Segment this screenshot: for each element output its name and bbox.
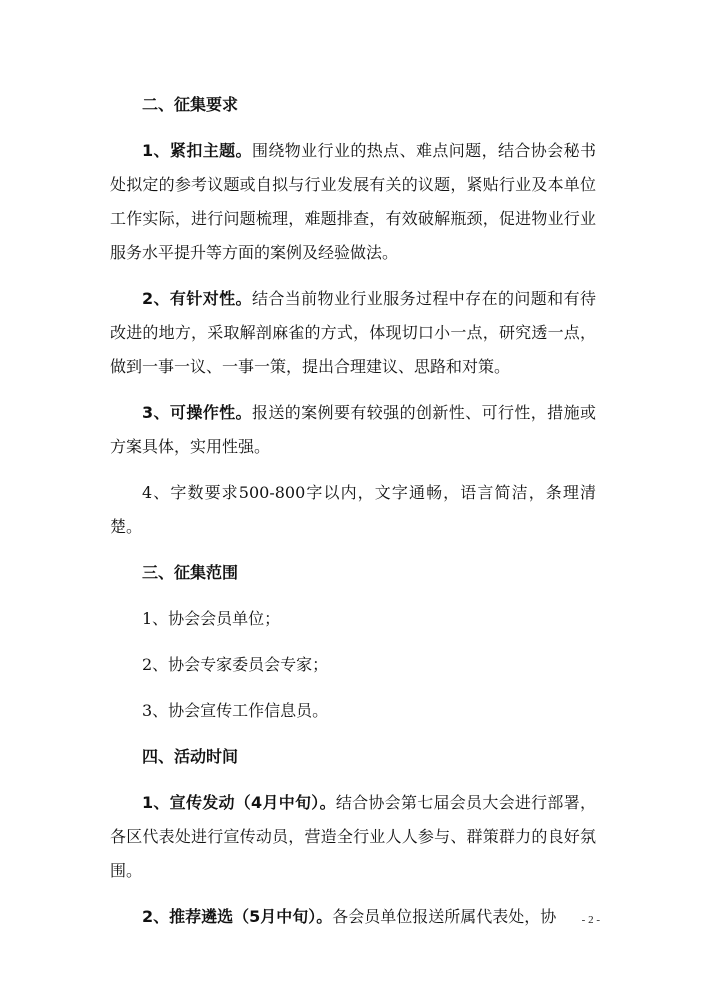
schedule-lead-2: 2、推荐遴选（5月中旬）。 (142, 907, 333, 926)
schedule-paragraph-2 (110, 900, 596, 934)
section-heading-schedule: 四、活动时间 (142, 747, 239, 766)
scope-item-2: 2、协会专家委员会专家； (142, 655, 329, 674)
schedule-body-2: 各会员单位报送所属代表处，协 (332, 907, 557, 926)
requirement-paragraph-4 (110, 476, 596, 544)
requirement-lead-3: 3、可操作性。 (142, 403, 252, 422)
section-heading-requirements: 二、征集要求 (142, 95, 239, 114)
requirement-body-3: 报送的案例要有较强的创新性、可行性，措施或方案具体，实用性强。 (110, 403, 596, 456)
schedule-lead-1: 1、宣传发动（4月中旬）。 (142, 793, 336, 812)
requirement-body-1: 围绕物业行业的热点、难点问题，结合协会秘书处拟定的参考议题或自拟与行业发展有关的议题，紧贴行业及本单位工作实际，进行问题梳理，难题排查，有效破解瓶颈，促进物业行业服务水平提升等方面的案例及经验做法。 (110, 141, 596, 262)
document-body (110, 88, 596, 946)
requirement-body-4: 4、字数要求500-800字以内，文字通畅，语言简洁，条理清楚。 (110, 483, 596, 536)
requirement-paragraph-3 (110, 396, 596, 464)
requirement-paragraph-2 (110, 282, 596, 384)
requirement-body-2: 结合当前物业行业服务过程中存在的问题和有待改进的地方，采取解剖麻雀的方式，体现切口小一点，研究透一点，做到一事一议、一事一策，提出合理建议、思路和对策。 (110, 289, 596, 376)
scope-item-3: 3、协会宣传工作信息员。 (142, 701, 329, 720)
requirement-lead-2: 2、有针对性。 (142, 289, 252, 308)
requirement-paragraph-1 (110, 134, 596, 270)
schedule-body-1: 结合协会第七届会员大会进行部署，各区代表处进行宣传动员，营造全行业人人参与、群策群力的良好氛围。 (110, 793, 596, 880)
schedule-paragraph-1 (110, 786, 596, 888)
section-heading-scope: 三、征集范围 (142, 563, 239, 582)
requirement-lead-1: 1、紧扣主题。 (142, 141, 252, 160)
page-number: - 2 - (581, 914, 600, 926)
scope-item-1: 1、协会会员单位； (142, 609, 281, 628)
